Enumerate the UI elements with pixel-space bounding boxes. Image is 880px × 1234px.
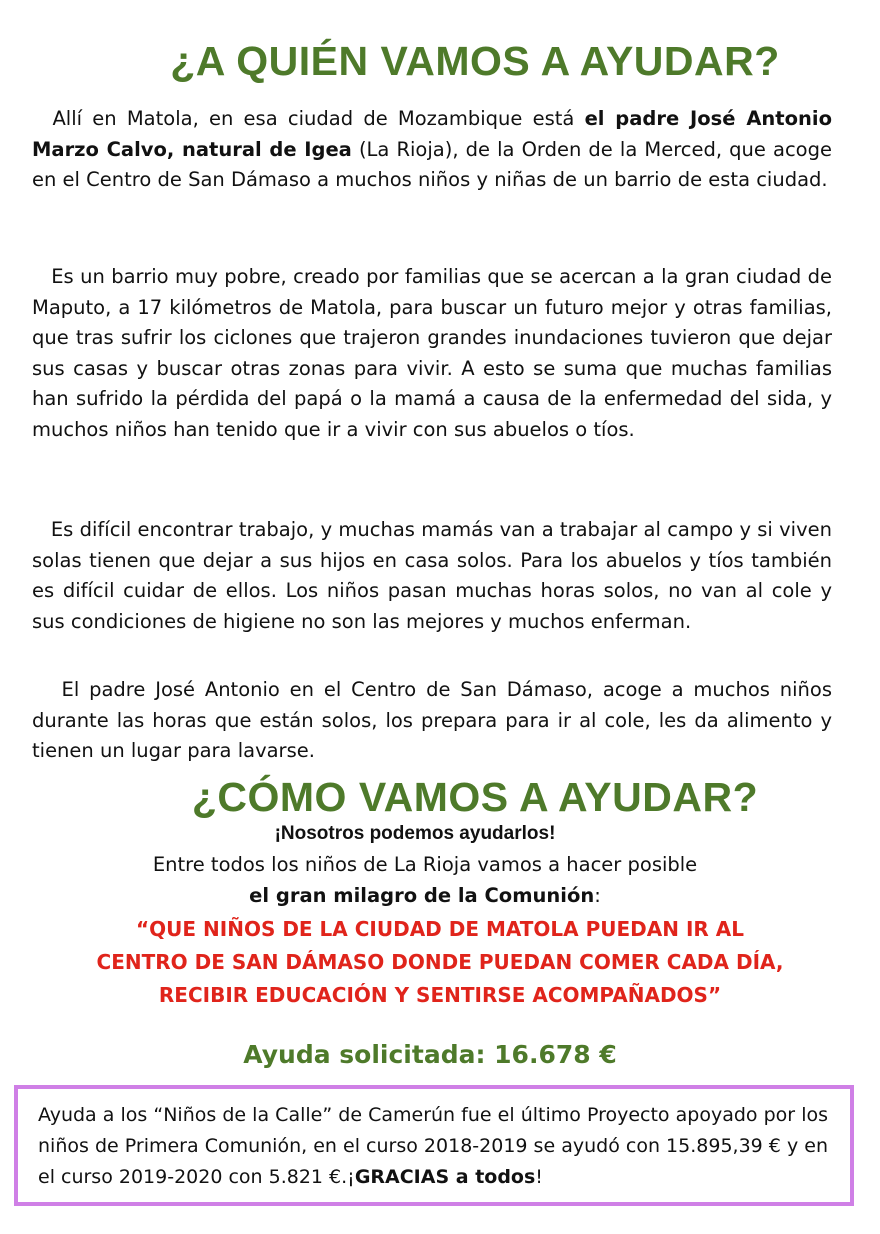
paragraph-intro-end: (La Rioja), de la Orden de la Merced, que acoge en el Centro de San Dámaso a muchos niños y niñas de un barrio de esta ciudad. <box>32 137 832 191</box>
line-all-children: Entre todos los niños de La Rioja vamos a hacer posible <box>152 853 698 876</box>
paragraph-intro <box>32 104 832 196</box>
subtitle-we-can-help: ¡Nosotros podemos ayudarlos! <box>274 823 556 844</box>
footer-text <box>38 1100 828 1193</box>
title-who-we-help: ¿A QUIÉN VAMOS A AYUDAR? <box>170 38 780 84</box>
goal-quote-line: CENTRO DE SAN DÁMASO DONDE PUEDAN COMER CADA DÍA, <box>96 950 784 974</box>
paragraph-neighborhood-text: Es un barrio muy pobre, creado por familias que se acercan a la gran ciudad de Maputo, a 17 kilómetros de Matola, para buscar un futuro mejor y otras familias, que tras sufrir los ciclones que trajeron grandes inundaciones tuvieron que dejar sus casas y buscar otras zonas para vivir. A esto se suma que muchas familias han sufrido la pérdida del papá o la mamá a causa de la enfermedad del sida, y muchos niños han tenido que ir a vivir con sus abuelos o tíos. <box>32 265 832 441</box>
paragraph-intro-start: Allí en Matola, en esa ciudad de Mozambique está <box>52 107 585 130</box>
footer-text-end: ! <box>535 1166 543 1188</box>
footer-thanks: GRACIAS a todos <box>354 1166 536 1188</box>
paragraph-difficulties <box>32 515 832 637</box>
paragraph-center <box>32 675 832 767</box>
paragraph-center-text: El padre José Antonio en el Centro de San Dámaso, acoge a muchos niños durante las horas que están solos, los prepara para ir al cole, les da alimento y tienen un lugar para lavarse. <box>32 678 832 762</box>
paragraph-difficulties-text: Es difícil encontrar trabajo, y muchas mamás van a trabajar al campo y si viven solas tienen que dejar a sus hijos en casa solos. Para los abuelos y tíos también es difícil cuidar de ellos. Los niños pasan muchas horas solos, no van al cole y sus condiciones de higiene no son las mejores y muchos enferman. <box>32 518 832 633</box>
line-communion-miracle-bold: el gran milagro de la Comunión <box>249 884 595 907</box>
footer-text-start: Ayuda a los “Niños de la Calle” de Camerún fue el último Proyecto apoyado por los niños de Primera Comunión, en el curso 2018-2019 se ayudó con 15.895,39 € y en el curso 2019-2020 con 5.821 €.¡ <box>38 1104 828 1188</box>
goal-quote-line: RECIBIR EDUCACIÓN Y SENTIRSE ACOMPAÑADOS” <box>158 983 722 1007</box>
goal-quote <box>40 913 840 1012</box>
line-communion-miracle-colon: : <box>594 884 601 907</box>
paragraph-neighborhood <box>32 262 832 445</box>
paragraph-intro-bold: el padre José Antonio Marzo Calvo, natural de Igea <box>32 107 832 161</box>
line-communion-miracle <box>0 884 880 907</box>
requested-amount: Ayuda solicitada: 16.678 € <box>243 1040 617 1069</box>
goal-quote-line: “QUE NIÑOS DE LA CIUDAD DE MATOLA PUEDAN IR AL <box>136 917 744 941</box>
title-how-we-help: ¿CÓMO VAMOS A AYUDAR? <box>191 774 759 820</box>
